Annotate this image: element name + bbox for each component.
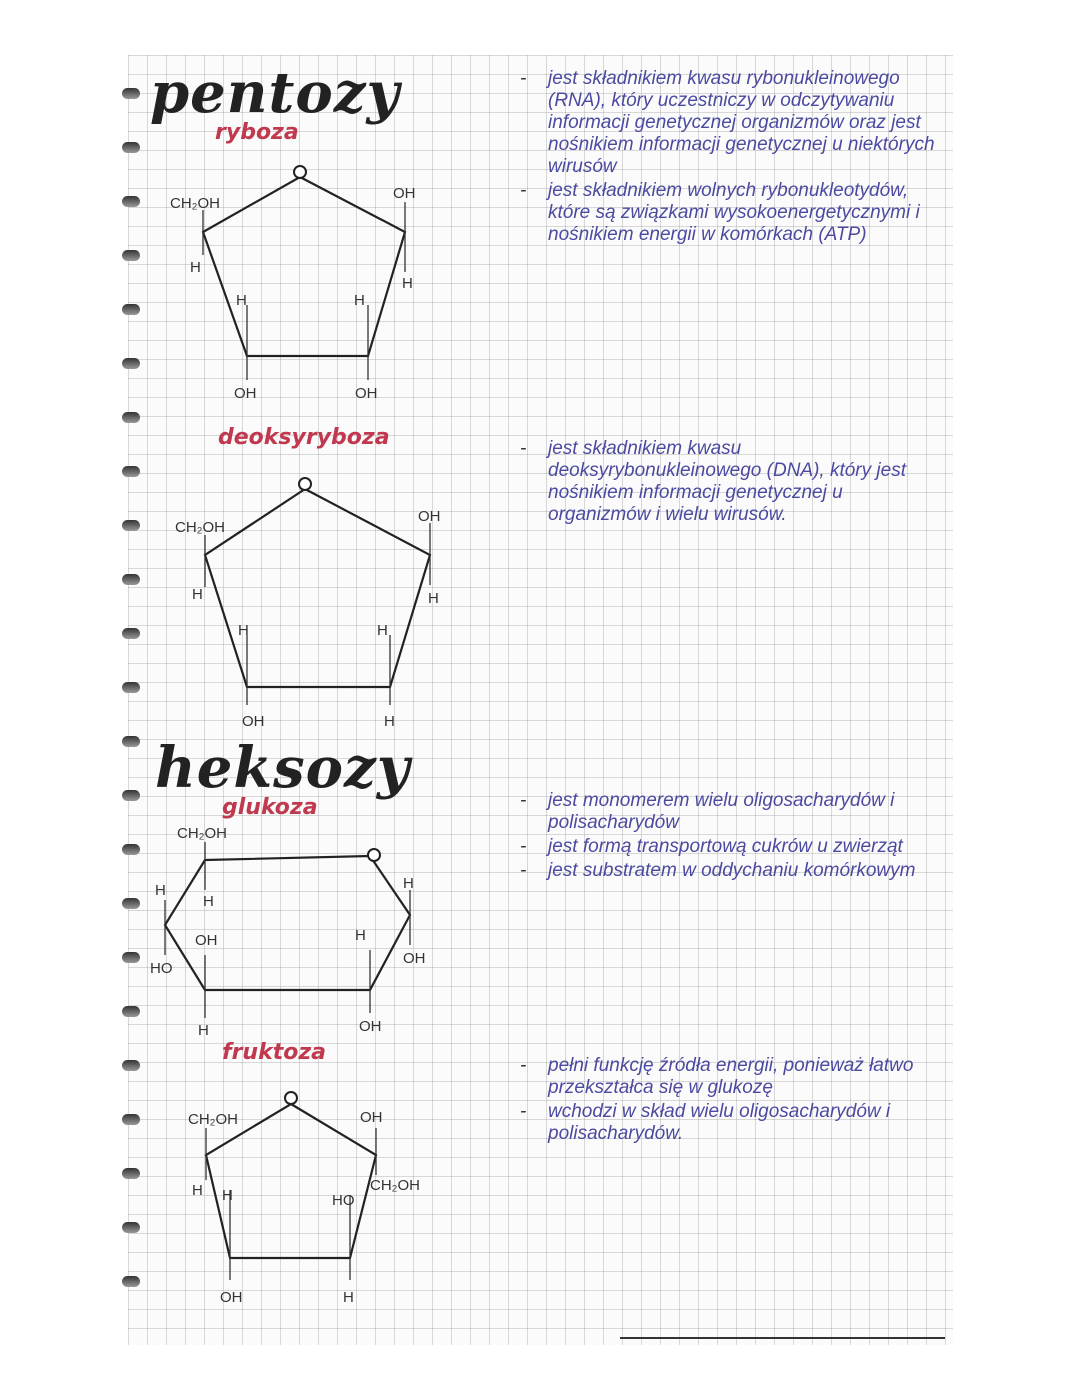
ribose-structure — [150, 160, 450, 410]
section-heading-pentoses: pentozy — [150, 60, 401, 126]
atom-label: H — [355, 927, 366, 944]
spiral-binding-ring — [122, 1114, 140, 1125]
ring-oxygen-atom — [299, 478, 311, 490]
atom-label: CH₂OH — [188, 1111, 238, 1128]
spiral-binding-ring — [122, 304, 140, 315]
note-item: - jest składnikiem kwasu rybonukleinowego (RNA), który uczestniczy w odczytywaniu informacji genetycznej organizmów oraz jest nośnikiem informacji genetycznej u niektórych wirusów — [520, 68, 950, 178]
glucose-structure — [145, 820, 465, 1039]
atom-label: CH₂OH — [177, 825, 227, 842]
atom-label: H — [222, 1187, 233, 1204]
page-edge-line — [620, 1337, 945, 1339]
atom-label: OH — [359, 1018, 382, 1035]
spiral-binding-ring — [122, 466, 140, 477]
spiral-binding-ring — [122, 250, 140, 261]
atom-label: OH — [355, 385, 378, 402]
atom-label: H — [377, 622, 388, 639]
spiral-binding-ring — [122, 574, 140, 585]
spiral-binding-ring — [122, 682, 140, 693]
note-item: - wchodzi w skład wielu oligosacharydów i polisacharydów. — [520, 1101, 950, 1145]
atom-label: OH — [195, 932, 218, 949]
spiral-binding-ring — [122, 628, 140, 639]
spiral-binding-ring — [122, 88, 140, 99]
spiral-binding-ring — [122, 1276, 140, 1287]
atom-label: OH — [418, 508, 441, 525]
atom-label: H — [403, 875, 414, 892]
spiral-binding-ring — [122, 898, 140, 909]
atom-label: H — [192, 586, 203, 603]
atom-label: HO — [150, 960, 173, 977]
spiral-binding-ring — [122, 1168, 140, 1179]
section-heading-hexoses: heksozy — [155, 735, 411, 801]
ring-bonds — [165, 856, 410, 990]
spiral-binding-ring — [122, 358, 140, 369]
sugar-name-fructose: fruktoza — [222, 1040, 326, 1065]
note-item: - jest składnikiem wolnych rybonukleotydów, które są związkami wysokoenergetycznymi i nośnikiem energii w komórkach (ATP) — [520, 180, 950, 246]
atom-label: H — [428, 590, 439, 607]
atom-label: H — [203, 893, 214, 910]
atom-label: CH₂OH — [370, 1177, 420, 1194]
ring-bonds — [203, 177, 405, 356]
atom-label: OH — [220, 1289, 243, 1306]
spiral-binding-ring — [122, 1060, 140, 1071]
atom-label: H — [238, 622, 249, 639]
atom-label: H — [198, 1022, 209, 1039]
note-item: - jest substratem w oddychaniu komórkowym — [520, 860, 950, 882]
spiral-binding-ring — [122, 142, 140, 153]
atom-label: OH — [403, 950, 426, 967]
sugar-name-ribose: ryboza — [215, 120, 299, 145]
ribose-notes — [520, 68, 950, 248]
ring-oxygen-atom — [294, 166, 306, 178]
spiral-binding-ring — [122, 1006, 140, 1017]
atom-label: H — [343, 1289, 354, 1306]
fructose-notes — [520, 1055, 950, 1147]
atom-label: OH — [234, 385, 257, 402]
spiral-binding-ring — [122, 790, 140, 801]
spiral-binding-ring — [122, 412, 140, 423]
atom-label: H — [354, 292, 365, 309]
deoxyribose-structure — [150, 475, 460, 735]
atom-label: OH — [393, 185, 416, 202]
fructose-structure — [170, 1080, 460, 1310]
note-item: - jest składnikiem kwasu deoksyrybonukleinowego (DNA), który jest nośnikiem informacji genetycznej u organizmów i wielu wirusów. — [520, 438, 950, 526]
ring-oxygen-atom — [368, 849, 380, 861]
atom-label: CH₂OH — [175, 519, 225, 536]
ring-oxygen-atom — [285, 1092, 297, 1104]
atom-label: H — [192, 1182, 203, 1199]
glucose-notes — [520, 790, 950, 884]
spiral-binding-ring — [122, 520, 140, 531]
atom-label: H — [236, 292, 247, 309]
note-item: - pełni funkcję źródła energii, ponieważ łatwo przekształca się w glukozę — [520, 1055, 950, 1099]
atom-label: OH — [242, 713, 265, 730]
atom-label: H — [384, 713, 395, 730]
spiral-binding-ring — [122, 196, 140, 207]
atom-label: HO — [332, 1192, 355, 1209]
sugar-name-glucose: glukoza — [222, 795, 318, 820]
atom-label: H — [190, 259, 201, 276]
spiral-binding-ring — [122, 952, 140, 963]
note-item: - jest monomerem wielu oligosacharydów i polisacharydów — [520, 790, 950, 834]
spiral-binding-ring — [122, 1222, 140, 1233]
atom-label: H — [155, 882, 166, 899]
spiral-binding-ring — [122, 844, 140, 855]
atom-label: CH₂OH — [170, 195, 220, 212]
spiral-binding-ring — [122, 736, 140, 747]
sugar-name-deoxyribose: deoksyryboza — [218, 425, 390, 450]
note-item: - jest formą transportową cukrów u zwierząt — [520, 836, 950, 858]
ring-bonds — [205, 489, 430, 687]
atom-label: OH — [360, 1109, 383, 1126]
atom-label: H — [402, 275, 413, 292]
deoxyribose-notes — [520, 438, 950, 528]
